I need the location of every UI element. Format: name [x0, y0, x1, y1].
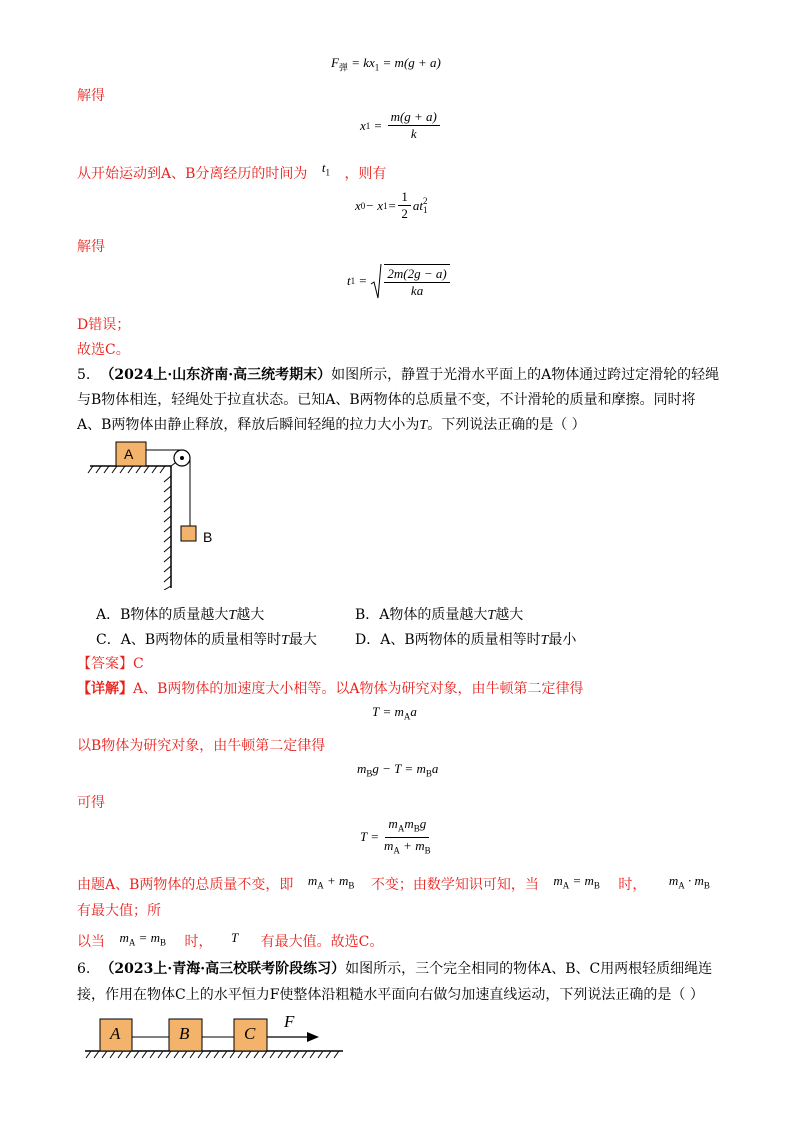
q5-line-max: 有最大值；所 [77, 903, 161, 919]
q5-detail-line1: 【详解】A、B两物体的加速度大小相等。以A物体为研究对象，由牛顿第二定律得 [77, 681, 584, 697]
q5-line-b: 以B物体为研究对象，由牛顿第二定律得 [77, 738, 326, 754]
pulley-figure [85, 440, 235, 590]
block-a-label-q6: A [110, 1024, 121, 1043]
block-b-label-q6: B [179, 1024, 190, 1043]
q6-stem-line2: 接，作用在物体C上的水平恒力F使整体沿粗糙水平面向右做匀加速直线运动，下列说法正确的是（ ） [77, 987, 704, 1003]
force-label: F [284, 1012, 295, 1031]
equation-spring-force: $F_弹 = kx_1 = m(g + a)$ [331, 55, 441, 73]
block-b-label: B [203, 529, 213, 545]
q6-stem-line1: 6. （2023上·青海·高三校联考阶段练习）如图所示，三个完全相同的物体A、B、C用两根轻质细绳连 [77, 961, 713, 977]
equation-x1: x 1 = $\frac{m(g + a)}{k}$ [360, 110, 442, 141]
q5-line-sum: 由题A、B两物体的总质量不变，即 $m_A + m_B$ 不变；由数学知识可知，当 $m_A = m_B$ 时， $m_A \cdot m_B$ [77, 873, 710, 893]
arrow-right-icon [307, 1032, 319, 1042]
q5-option-d[interactable]: D．A、B两物体的质量相等时T最小 [355, 632, 577, 648]
block-c-label-q6: C [244, 1024, 256, 1043]
d-wrong-text: D错误； [77, 317, 131, 333]
label-solve-2: 解得 [77, 239, 105, 255]
equation-t-result: T = $\frac{m_Am_Bg}{m_A + m_B}$ [360, 816, 431, 856]
q5-stem-line3: A、B两物体由静止释放，释放后瞬间轻绳的拉力大小为T。下列说法正确的是（ ） [77, 417, 586, 433]
three-blocks-figure [85, 1010, 355, 1060]
equation-t-ma: $T = m_Aa$ [372, 704, 417, 722]
q5-option-c[interactable]: C．A、B两物体的质量相等时T最大 [96, 632, 317, 648]
q5-stem-line1: 5. （2024上·山东济南·高三统考期末）如图所示，静置于光滑水平面上的A物体通过跨过定滑轮的轻绳 [77, 367, 720, 383]
q5-stem-line2: 与B物体相连，轻绳处于拉直状态。已知A、B两物体的总质量不变，不计滑轮的质量和摩擦。同时将 [77, 392, 696, 408]
q5-option-b[interactable]: B．A物体的质量越大T越大 [355, 607, 524, 623]
q5-kede: 可得 [77, 795, 105, 811]
q5-line-final: 以当 $m_A = m_B$ 时， T 有最大值。故选C。 [77, 930, 384, 950]
block-b [181, 526, 196, 541]
block-a-label: A [124, 446, 134, 462]
sqrt-sign-icon [370, 262, 382, 300]
q5-answer: 【答案】C [77, 656, 144, 672]
choose-text: 故选C。 [77, 342, 130, 358]
line-time-statement: 从开始运动到A、B分离经历的时间为 $t_1$ ，则有 [77, 160, 387, 182]
equation-t1: t 1 = $\frac{2m(2g - a)}{ka}$ [347, 262, 452, 300]
equation-displacement: x 0 − x 1 = $\frac{1}{2}$ at 2 1 [355, 189, 428, 221]
label-solve-1: 解得 [77, 88, 105, 104]
q5-option-a[interactable]: A．B物体的质量越大T越大 [96, 607, 265, 623]
equation-mbg: $m_Bg - T = m_Ba$ [357, 761, 439, 779]
